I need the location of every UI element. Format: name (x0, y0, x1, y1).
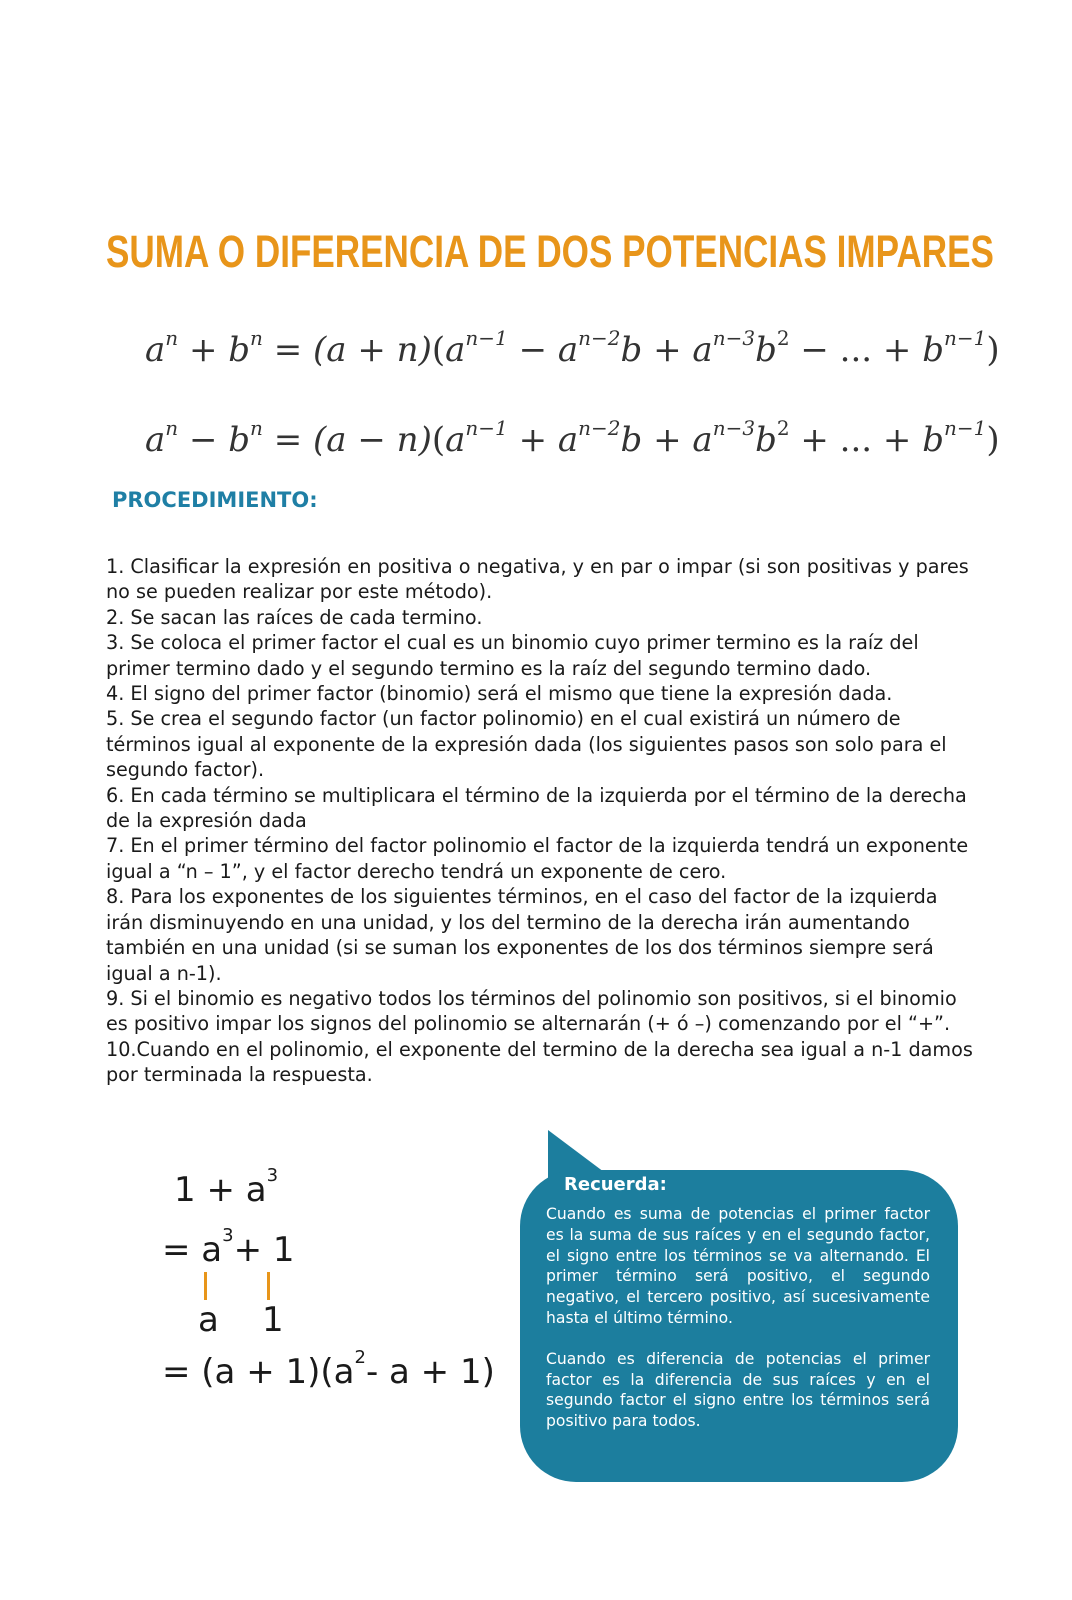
example-expression: $1 + a^3$ (174, 1165, 279, 1210)
root-marker-bar (267, 1272, 270, 1300)
page-title: SUMA O DIFERENCIA DE DOS POTENCIAS IMPARES (106, 226, 994, 277)
step-item: 10.Cuando en el polinomio, el exponente del termino de la derecha sea igual a n-1 damos por terminada la respuesta. (106, 1037, 973, 1087)
example-root-1: 1 (262, 1300, 284, 1340)
step-item: 2. Se sacan las raíces de cada termino. (106, 605, 483, 629)
procedure-heading: PROCEDIMIENTO: (112, 488, 318, 512)
difference-formula: $a^n - b^n = (a - n)(a^{n-1} + a^{n-2}b + a^{n-3}b^2$ + ... + $b^{n-1}$) (145, 416, 1000, 460)
sum-formula: $a^n + b^n = (a + n)(a^{n-1} - a^{n-2}b + a^{n-3}b^2$ − ... + $b^{n-1}$) (145, 326, 1000, 370)
step-item: 8. Para los exponentes de los siguientes términos, en el caso del factor de la izquierda irán disminuyendo en una unidad, y los del termino de la derecha irán aumentando también en una unidad (si se suman los exponentes de los dos términos siempre será igual a n-1). (106, 885, 938, 985)
reminder-heading: Recuerda: (564, 1174, 667, 1195)
step-item: 6. En cada término se multiplicara el término de la izquierda por el término de la derecha de la expresión dada (106, 783, 967, 833)
step-item: 1. Clasificar la expresión en positiva o negativa, y en par o impar (si son positivas y pares no se pueden realizar por este método). (106, 555, 969, 604)
reminder-paragraph: Cuando es suma de potencias el primer factor es la suma de sus raíces y en el segundo factor, el signo entre los términos se va alternando. El primer término será positivo, el segundo negativo, el tercero positivo, así sucesivamente hasta el último término. (546, 1205, 930, 1327)
step-item: 7. En el primer término del factor polinomio el factor de la izquierda tendrá un exponente igual a “n – 1”, y el factor derecho tendrá un exponente de cero. (106, 834, 969, 883)
procedure-steps (106, 554, 976, 1088)
worked-example (160, 1165, 495, 1420)
step-item: 9. Si el binomio es negativo todos los términos del polinomio son positivos, si el binomio es positivo impar los signos del polinomio se alternarán (+ ó –) comenzando por el “+”. (106, 986, 957, 1036)
step-item: 5. Se crea el segundo factor (un factor polinomio) en el cual existirá un número de términos igual al exponente de la expresión dada (los siguientes pasos son solo para el segundo factor). (106, 707, 947, 782)
step-item: 4. El signo del primer factor (binomio) será el mismo que tiene la expresión dada. (106, 682, 893, 706)
reminder-paragraph: Cuando es diferencia de potencias el primer factor es la diferencia de sus raíces y en el segundo factor el signo entre los términos será positivo para todos. (546, 1349, 930, 1431)
example-result: = $(a + 1)(a^2-$ a + 1) (162, 1347, 495, 1392)
reminder-text (546, 1204, 930, 1452)
example-root-a: a (198, 1300, 219, 1340)
step-item: 3. Se coloca el primer factor el cual es un binomio cuyo primer termino es la raíz del primer termino dado y el segundo termino es la raíz del segundo termino dado. (106, 631, 919, 680)
root-marker-bar (204, 1272, 207, 1300)
example-reordered: = $a^3+ 1$ (162, 1225, 295, 1270)
